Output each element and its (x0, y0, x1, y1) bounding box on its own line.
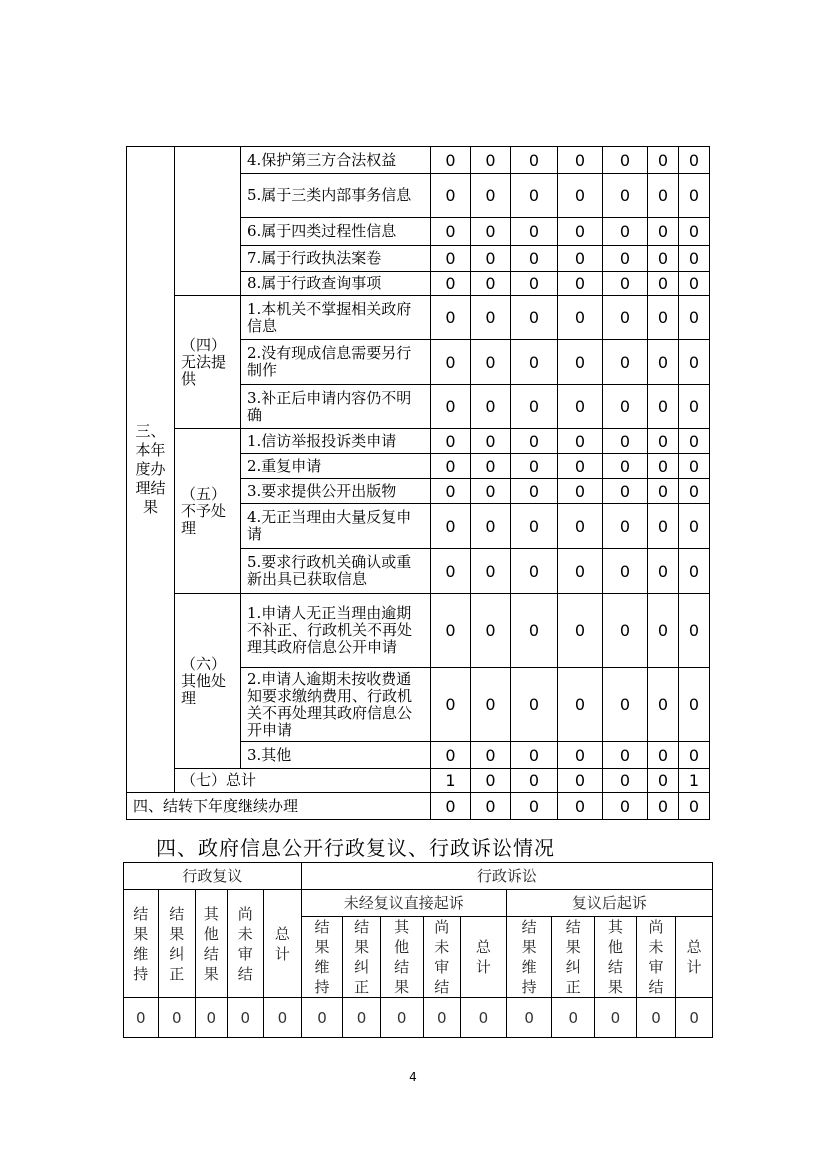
subgroup-cell-continued (175, 147, 241, 296)
column-header-text: 尚未审结 (237, 904, 253, 983)
value-cell: 0 (648, 454, 679, 479)
value-cell: 0 (511, 549, 558, 594)
value-cell: 0 (558, 174, 603, 218)
value-cell: 0 (558, 668, 603, 742)
value-cell: 0 (431, 246, 471, 272)
value-cell: 0 (648, 793, 679, 820)
value-cell: 0 (679, 246, 710, 272)
value-cell: 0 (511, 793, 558, 820)
direct-column-header (423, 917, 461, 998)
value-cell: 0 (676, 998, 713, 1038)
value-cell: 0 (603, 742, 648, 769)
direct-column-header (380, 917, 423, 998)
value-cell: 0 (423, 998, 461, 1038)
value-cell: 0 (431, 296, 471, 340)
value-cell: 0 (431, 340, 471, 385)
value-cell: 0 (558, 504, 603, 549)
row-label: 1.信访举报投诉类申请 (241, 429, 431, 454)
value-cell: 0 (558, 296, 603, 340)
total-label: （七）总计 (175, 769, 431, 793)
value-cell: 0 (511, 296, 558, 340)
value-cell: 0 (648, 340, 679, 385)
value-cell: 0 (603, 668, 648, 742)
value-cell: 0 (431, 385, 471, 429)
value-cell: 0 (471, 246, 511, 272)
value-cell: 0 (558, 454, 603, 479)
value-cell: 0 (648, 668, 679, 742)
review-column-header (196, 890, 227, 998)
value-cell: 0 (558, 594, 603, 668)
direct-column-header (461, 917, 507, 998)
value-cell: 0 (558, 246, 603, 272)
value-cell: 0 (603, 429, 648, 454)
value-cell: 0 (595, 998, 637, 1038)
value-cell: 0 (558, 218, 603, 246)
value-cell: 0 (431, 742, 471, 769)
value-cell: 0 (679, 479, 710, 504)
value-cell: 0 (431, 549, 471, 594)
row-label: 3.其他 (241, 742, 431, 769)
subgroup-label-unable-to-provide: （四）无法提供 (175, 296, 241, 429)
value-cell: 0 (471, 218, 511, 246)
carry-over-label: 四、结转下年度继续办理 (127, 793, 431, 820)
value-cell: 0 (648, 594, 679, 668)
value-cell: 0 (603, 504, 648, 549)
value-cell: 0 (227, 998, 264, 1038)
value-cell: 0 (558, 147, 603, 174)
value-cell: 0 (431, 454, 471, 479)
value-cell: 0 (558, 769, 603, 793)
value-cell: 0 (511, 454, 558, 479)
value-cell: 0 (603, 272, 648, 296)
after-column-header (676, 917, 713, 998)
value-cell: 0 (558, 793, 603, 820)
value-cell: 0 (679, 385, 710, 429)
row-label: 6.属于四类过程性信息 (241, 218, 431, 246)
value-cell: 0 (431, 429, 471, 454)
value-cell: 0 (471, 174, 511, 218)
value-cell: 0 (431, 793, 471, 820)
value-cell: 0 (648, 218, 679, 246)
value-cell: 0 (511, 272, 558, 296)
value-cell: 0 (196, 998, 227, 1038)
row-label: 3.补正后申请内容仍不明确 (241, 385, 431, 429)
value-cell: 0 (506, 998, 552, 1038)
value-cell: 0 (603, 793, 648, 820)
row-label: 1.申请人无正当理由逾期不补正、行政机关不再处理其政府信息公开申请 (241, 594, 431, 668)
value-cell: 0 (431, 218, 471, 246)
value-cell: 0 (552, 998, 595, 1038)
value-cell: 0 (431, 272, 471, 296)
after-column-header (552, 917, 595, 998)
value-cell: 0 (380, 998, 423, 1038)
value-cell: 0 (679, 668, 710, 742)
value-cell: 0 (679, 742, 710, 769)
column-header-text: 总计 (475, 938, 491, 976)
review-litigation-table (123, 862, 713, 1038)
row-label: 2.申请人逾期未按收费通知要求缴纳费用、行政机关不再处理其政府信息公开申请 (241, 668, 431, 742)
value-cell: 0 (558, 429, 603, 454)
column-header-text: 总计 (686, 938, 702, 976)
value-cell: 0 (301, 998, 343, 1038)
value-cell: 0 (431, 174, 471, 218)
value-cell: 0 (471, 594, 511, 668)
value-cell: 0 (679, 147, 710, 174)
value-cell: 0 (558, 479, 603, 504)
row-label: 5.要求行政机关确认或重新出具已获取信息 (241, 549, 431, 594)
after-column-header (506, 917, 552, 998)
after-review-suit-header: 复议后起诉 (506, 890, 712, 917)
column-header-text: 其他结果 (607, 918, 623, 996)
value-cell: 0 (461, 998, 507, 1038)
subgroup-label-other-processing: （六）其他处理 (175, 594, 241, 769)
value-cell: 0 (511, 769, 558, 793)
value-cell: 0 (471, 742, 511, 769)
column-header-text: 尚未审结 (434, 918, 450, 996)
value-cell: 0 (471, 549, 511, 594)
value-cell: 0 (158, 998, 196, 1038)
value-cell: 0 (603, 385, 648, 429)
value-cell: 1 (431, 769, 471, 793)
value-cell: 0 (471, 272, 511, 296)
column-header-text: 结果维持 (521, 918, 537, 996)
page-number: 4 (409, 1070, 417, 1084)
value-cell: 0 (511, 742, 558, 769)
value-cell: 0 (558, 549, 603, 594)
value-cell: 0 (471, 793, 511, 820)
row-label: 7.属于行政执法案卷 (241, 246, 431, 272)
row-label: 3.要求提供公开出版物 (241, 479, 431, 504)
value-cell: 0 (679, 340, 710, 385)
admin-litigation-header: 行政诉讼 (301, 863, 712, 890)
direct-column-header (343, 917, 381, 998)
results-table (126, 146, 710, 820)
row-label: 4.无正当理由大量反复申请 (241, 504, 431, 549)
review-column-header (124, 890, 159, 998)
value-cell: 0 (679, 429, 710, 454)
value-cell: 0 (511, 594, 558, 668)
value-cell: 0 (511, 479, 558, 504)
column-header-text: 其他结果 (394, 918, 410, 996)
direct-suit-header: 未经复议直接起诉 (301, 890, 506, 917)
row-label: 2.重复申请 (241, 454, 431, 479)
value-cell: 0 (636, 998, 676, 1038)
value-cell: 0 (431, 147, 471, 174)
value-cell: 0 (471, 668, 511, 742)
column-header-text: 结果维持 (314, 918, 330, 996)
value-cell: 0 (603, 218, 648, 246)
value-cell: 0 (603, 454, 648, 479)
value-cell: 0 (558, 385, 603, 429)
direct-column-header (301, 917, 343, 998)
value-cell: 0 (511, 504, 558, 549)
column-header-text: 结果纠正 (169, 904, 185, 983)
value-cell: 0 (603, 296, 648, 340)
value-cell: 0 (648, 385, 679, 429)
value-cell: 0 (431, 594, 471, 668)
row-label: 1.本机关不掌握相关政府信息 (241, 296, 431, 340)
value-cell: 0 (603, 147, 648, 174)
value-cell: 0 (648, 479, 679, 504)
value-cell: 0 (471, 769, 511, 793)
row-label: 4.保护第三方合法权益 (241, 147, 431, 174)
value-cell: 0 (603, 549, 648, 594)
value-cell: 0 (558, 272, 603, 296)
value-cell: 0 (511, 218, 558, 246)
value-cell: 0 (603, 479, 648, 504)
value-cell: 0 (511, 147, 558, 174)
value-cell: 0 (679, 296, 710, 340)
value-cell: 0 (471, 147, 511, 174)
value-cell: 0 (471, 385, 511, 429)
section-heading: 四、政府信息公开行政复议、行政诉讼情况 (156, 836, 555, 860)
value-cell: 0 (648, 549, 679, 594)
value-cell: 0 (471, 504, 511, 549)
value-cell: 0 (679, 272, 710, 296)
value-cell: 0 (648, 272, 679, 296)
value-cell: 0 (679, 793, 710, 820)
column-header-text: 结果纠正 (565, 918, 581, 996)
value-cell: 0 (511, 668, 558, 742)
value-cell: 0 (648, 504, 679, 549)
value-cell: 0 (124, 998, 159, 1038)
value-cell: 0 (264, 998, 302, 1038)
row-label: 2.没有现成信息需要另行制作 (241, 340, 431, 385)
value-cell: 0 (431, 504, 471, 549)
value-cell: 0 (648, 147, 679, 174)
column-header-text: 其他结果 (203, 904, 219, 983)
column-header-text: 尚未审结 (648, 918, 664, 996)
value-cell: 0 (648, 429, 679, 454)
value-cell: 0 (511, 340, 558, 385)
value-cell: 0 (603, 769, 648, 793)
value-cell: 0 (648, 742, 679, 769)
after-column-header (636, 917, 676, 998)
value-cell: 0 (471, 296, 511, 340)
value-cell: 0 (471, 454, 511, 479)
value-cell: 0 (679, 218, 710, 246)
value-cell: 0 (511, 385, 558, 429)
value-cell: 0 (431, 668, 471, 742)
value-cell: 0 (679, 549, 710, 594)
value-cell: 0 (431, 479, 471, 504)
value-cell: 0 (603, 174, 648, 218)
after-column-header (595, 917, 637, 998)
value-cell: 0 (679, 174, 710, 218)
value-cell: 0 (471, 479, 511, 504)
value-cell: 0 (471, 429, 511, 454)
review-column-header (264, 890, 302, 998)
value-cell: 0 (679, 504, 710, 549)
value-cell: 0 (511, 246, 558, 272)
value-cell: 1 (679, 769, 710, 793)
value-cell: 0 (558, 340, 603, 385)
value-cell: 0 (558, 742, 603, 769)
value-cell: 0 (679, 454, 710, 479)
column-header-text: 结果维持 (133, 904, 149, 983)
value-cell: 0 (679, 594, 710, 668)
value-cell: 0 (471, 340, 511, 385)
value-cell: 0 (343, 998, 381, 1038)
value-cell: 0 (511, 174, 558, 218)
row-label: 8.属于行政查询事项 (241, 272, 431, 296)
section-label-results: 三、本年度办理结果 (127, 147, 175, 793)
value-cell: 0 (511, 429, 558, 454)
value-cell: 0 (648, 174, 679, 218)
review-column-header (227, 890, 264, 998)
value-cell: 0 (648, 296, 679, 340)
review-column-header (158, 890, 196, 998)
value-cell: 0 (603, 340, 648, 385)
value-cell: 0 (603, 246, 648, 272)
row-label: 5.属于三类内部事务信息 (241, 174, 431, 218)
value-cell: 0 (603, 594, 648, 668)
column-header-text: 结果纠正 (354, 918, 370, 996)
value-cell: 0 (648, 246, 679, 272)
subgroup-label-not-processed: （五）不予处理 (175, 429, 241, 594)
value-cell: 0 (648, 769, 679, 793)
column-header-text: 总计 (274, 924, 290, 963)
admin-review-header: 行政复议 (124, 863, 302, 890)
